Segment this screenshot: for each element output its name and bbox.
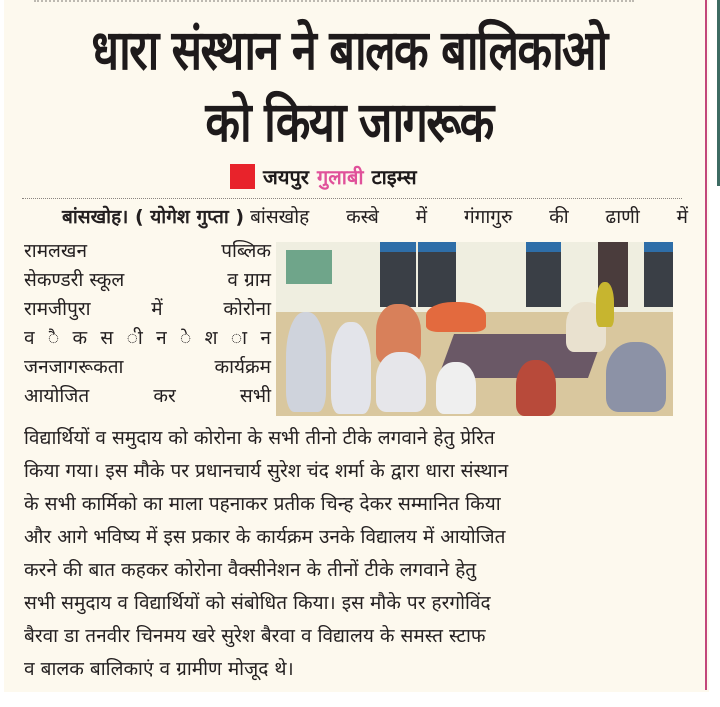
- word: जनजागरूकता: [24, 356, 124, 378]
- dateline: बांसखोह। ( योगेश गुप्ता ): [62, 206, 245, 228]
- body-text: के सभी कार्मिको का माला पहनाकर प्रतीक चिन्ह देकर सम्मानित किया: [24, 493, 501, 515]
- column-rule: [705, 0, 707, 690]
- glyph: ै: [47, 327, 60, 349]
- word: व ग्राम: [227, 269, 271, 291]
- narrow-line-2: [24, 267, 271, 293]
- word: पब्लिक: [221, 240, 271, 262]
- word: सेकण्डरी स्कूल: [24, 269, 125, 291]
- narrow-line-6: [24, 383, 271, 409]
- body-text: और आगे भविष्य में इस प्रकार के कार्यक्रम उनके विद्यालय में आयोजित: [24, 526, 506, 548]
- body-line-3: [24, 491, 688, 517]
- body-line-5: [24, 557, 688, 583]
- narrow-line-1: [24, 238, 271, 264]
- word: में: [151, 298, 163, 320]
- source-suffix: टाइम्स: [371, 164, 417, 189]
- headline-line-2: को किया जागरूक: [205, 90, 493, 154]
- word: सभी: [239, 385, 271, 407]
- body-line-8: [24, 656, 294, 682]
- glyph: न: [156, 327, 167, 349]
- dotted-separator: [22, 198, 682, 199]
- glyph: स: [100, 327, 114, 349]
- red-square-icon: [230, 164, 255, 189]
- glyph: े: [179, 327, 192, 349]
- narrow-line-4: [24, 325, 271, 351]
- body-text: किया गया। इस मौके पर प्रधानचार्य सुरेश चंद शर्मा के द्वारा धारा संस्थान: [24, 460, 509, 482]
- lead-line: [62, 204, 688, 230]
- glyph: न: [260, 327, 271, 349]
- body-text: करने की बात कहकर कोरोना वैक्सीनेशन के तीनों टीके लगवाने हेतु: [24, 559, 477, 581]
- body-text: सभी समुदाय व विद्यार्थियों को संबोधित किया। इस मौके पर हरगोविंद: [24, 592, 491, 614]
- source-highlight: गुलाबी: [316, 164, 364, 189]
- glyph: ी: [126, 327, 143, 349]
- glyph: श: [204, 327, 218, 349]
- body-line-7: [24, 623, 688, 649]
- word: रामलखन: [24, 240, 88, 262]
- body-line-6: [24, 590, 688, 616]
- narrow-line-3: [24, 296, 271, 322]
- word: कोरोना: [223, 298, 271, 320]
- narrow-line-5: [24, 354, 271, 380]
- glyph: ा: [230, 327, 248, 349]
- word: कर: [153, 385, 176, 407]
- word: रामजीपुरा: [24, 298, 91, 320]
- glyph: व: [24, 327, 35, 349]
- lead-text: बांसखोह कस्बे में गंगागुरु की ढाणी में: [250, 206, 688, 228]
- body-line-1: [24, 425, 688, 451]
- body-line-4: [24, 524, 688, 550]
- body-text: विद्यार्थियों व समुदाय को कोरोना के सभी तीनो टीके लगवाने हेतु प्रेरित: [24, 427, 495, 449]
- word: कार्यक्रम: [214, 356, 271, 378]
- cut-previous-article-edge: [34, 0, 634, 6]
- body-line-2: [24, 458, 688, 484]
- source-byline: [230, 162, 417, 190]
- word: आयोजित: [24, 385, 90, 407]
- newspaper-clipping: [4, 0, 709, 692]
- glyph: क: [72, 327, 88, 349]
- body-text: व बालक बालिकाएं व ग्रामीण मोजूद थे।: [24, 658, 294, 680]
- event-photo: [276, 242, 673, 416]
- headline-line-1: धारा संस्थान ने बालक बालिकाओ: [91, 18, 607, 82]
- body-text: बैरवा डा तनवीर चिनमय खरे सुरेश बैरवा व विद्यालय के समस्त स्टाफ: [24, 625, 486, 647]
- source-prefix: जयपुर: [263, 164, 309, 189]
